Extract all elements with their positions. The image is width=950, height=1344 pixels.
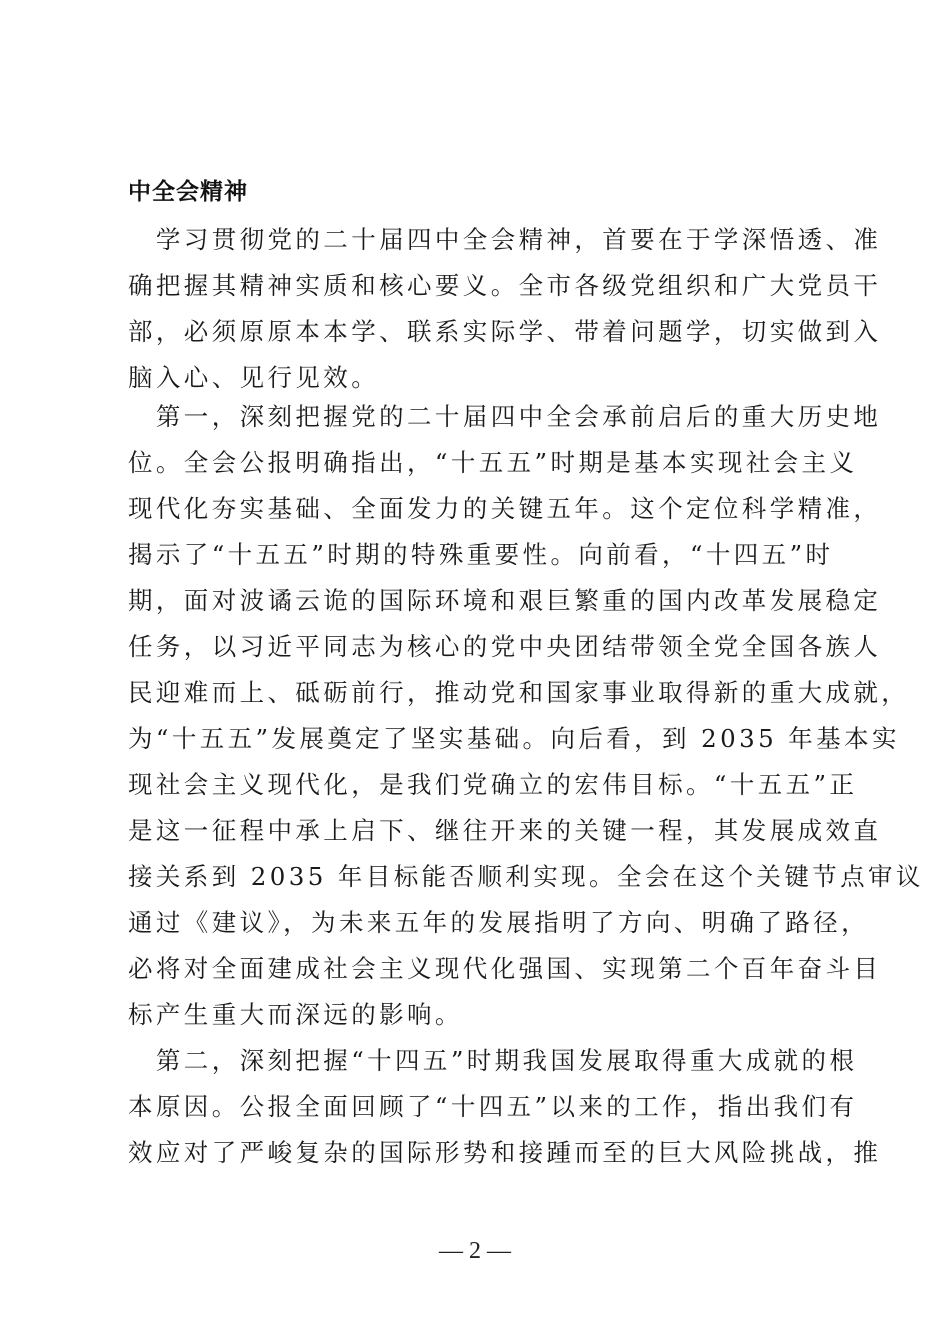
paragraph-line: 期，面对波谲云诡的国际环境和艰巨繁重的国内改革发展稳定 [128,586,882,615]
paragraph-line: 学习贯彻党的二十届四中全会精神，首要在于学深悟透、准 [128,225,882,254]
paragraph-line: 必将对全面建成社会主义现代化强国、实现第二个百年奋斗目 [128,954,882,983]
paragraph-line: 第二，深刻把握“十四五”时期我国发展取得重大成就的根 [128,1046,858,1075]
paragraph-line: 确把握其精神实质和核心要义。全市各级党组织和广大党员干 [128,271,882,300]
paragraph-line: 任务，以习近平同志为核心的党中央团结带领全党全国各族人 [128,632,882,661]
paragraph-line: 脑入心、见行见效。 [128,363,380,392]
paragraph-line: 通过《建议》，为未来五年的发展指明了方向、明确了路径， [128,908,870,937]
paragraph-line: 位。全会公报明确指出，“十五五”时期是基本实现社会主义 [128,448,858,477]
paragraph-line: 本原因。公报全面回顾了“十四五”以来的工作，指出我们有 [128,1092,858,1121]
paragraph-line: 标产生重大而深远的影响。 [128,1000,463,1029]
section-heading: 中全会精神 [128,179,248,205]
page-number: — 2 — [439,1238,511,1264]
paragraph-line: 是这一征程中承上启下、继往开来的关键一程，其发展成效直 [128,816,882,845]
paragraph-line: 接关系到 2035 年目标能否顺利实现。全会在这个关键节点审议 [128,862,924,891]
paragraph-line: 民迎难而上、砥砺前行，推动党和国家事业取得新的重大成就， [128,678,910,707]
paragraph-line: 现代化夯实基础、全面发力的关键五年。这个定位科学精准， [128,494,882,523]
paragraph-line: 揭示了“十五五”时期的特殊重要性。向前看，“十四五”时 [128,540,834,569]
paragraph-line: 效应对了严峻复杂的国际形势和接踵而至的巨大风险挑战，推 [128,1138,882,1167]
paragraph-line: 部，必须原原本本学、联系实际学、带着问题学，切实做到入 [128,317,882,346]
paragraph-line: 第一，深刻把握党的二十届四中全会承前启后的重大历史地 [128,402,882,431]
paragraph-line: 现社会主义现代化，是我们党确立的宏伟目标。“十五五”正 [128,770,858,799]
paragraph-line: 为“十五五”发展奠定了坚实基础。向后看，到 2035 年基本实 [128,724,900,753]
